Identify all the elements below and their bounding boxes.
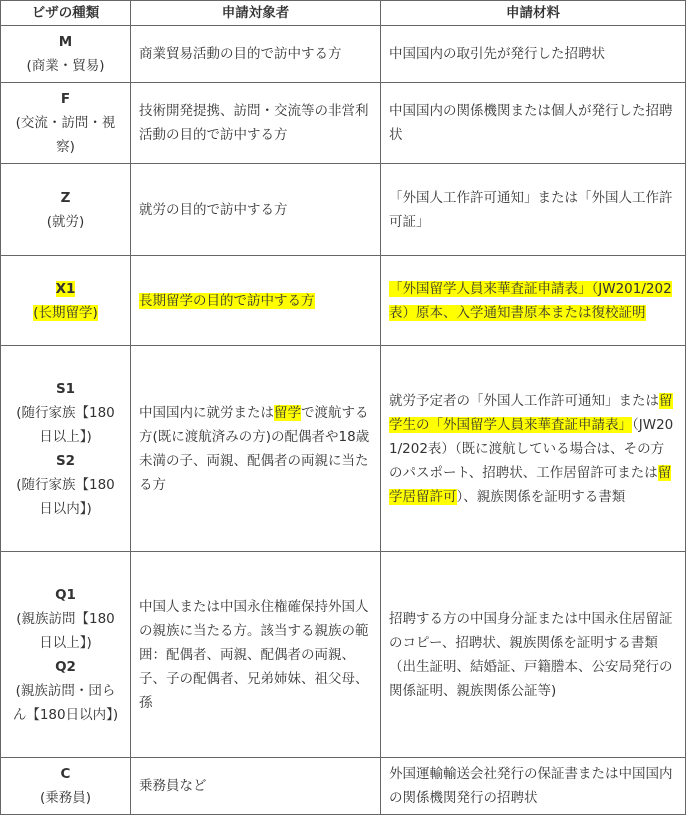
visa-code: F [60, 91, 71, 107]
table-row [1, 552, 686, 758]
header-target: 申請対象者 [131, 1, 381, 26]
table-row [1, 164, 686, 256]
visa-subtitle: (乗務員) [39, 790, 92, 806]
target-cell: 商業貿易活動の目的で訪中する方 [131, 26, 381, 83]
target-text: で渡航する方(既に渡航済みの方)の配偶者や18歳未満の子、両親、配偶者の両親に当たる方 [139, 404, 370, 493]
header-materials: 申請材料 [381, 1, 686, 26]
table-row [1, 256, 686, 346]
target-cell: 乗務員など [131, 758, 381, 815]
materials-text: ）、親族関係を証明する書類 [456, 488, 626, 505]
visa-type-cell [1, 346, 131, 552]
visa-code: S1 [55, 380, 76, 397]
target-text: 中国国内に就労または [139, 404, 274, 421]
visa-type-cell [1, 758, 131, 815]
materials-cell: 招聘する方の中国身分証または中国永住居留証のコピー、招聘状、親族関係を証明する書類（出生証明、結婚証、戸籍謄本、公安局発行の関係証明、親族関係公証等) [381, 552, 686, 758]
materials-text: 就労予定者の「外国人工作許可通知」または [389, 392, 659, 409]
materials-text: 「外国留学人員来華査証申請表」（JW201/202表）原本、入学通知書原本または復校証明 [389, 280, 672, 321]
visa-code: S2 [55, 452, 76, 469]
materials-highlight: 留学生の「外国留学人員来華査証申請表」 [389, 392, 673, 433]
table-row [1, 26, 686, 83]
table-row [1, 346, 686, 552]
visa-code: C [60, 766, 71, 782]
visa-type-cell [1, 83, 131, 164]
visa-type-cell [1, 256, 131, 346]
visa-subtitle: (就労) [46, 213, 85, 230]
table-row [1, 758, 686, 815]
header-row [1, 1, 686, 26]
materials-cell: 中国国内の関係機関または個人が発行した招聘状 [381, 83, 686, 164]
materials-cell: 「外国人工作許可通知」または「外国人工作許可証」 [381, 164, 686, 256]
target-text: 長期留学の目的で訪中する方 [139, 292, 315, 309]
visa-type-cell [1, 552, 131, 758]
visa-subtitle: (交流・訪問・視察) [15, 115, 116, 155]
header-visa-type: ビザの種類 [1, 1, 131, 26]
visa-subtitle: (商業・貿易) [26, 58, 105, 74]
target-cell [131, 346, 381, 552]
table-row [1, 83, 686, 164]
materials-cell: 外国運輸輸送会社発行の保証書または中国国内の関係機関発行の招聘状 [381, 758, 686, 815]
visa-code: Q2 [55, 658, 76, 675]
visa-code: X1 [55, 280, 76, 297]
target-cell: 中国人または中国永住権確保持外国人の親族に当たる方。該当する親族の範囲：配偶者、両親、配偶者の両親、子、子の配偶者、兄弟姉妹、祖父母、孫 [131, 552, 381, 758]
visa-subtitle: (親族訪問【180日以上】) [16, 610, 115, 651]
visa-code: Z [60, 189, 71, 206]
target-cell: 技術開発提携、訪問・交流等の非営利活動の目的で訪中する方 [131, 83, 381, 164]
target-cell [131, 256, 381, 346]
visa-subtitle: (随行家族【180日以上】) [16, 404, 115, 445]
visa-code: Q1 [55, 586, 76, 603]
materials-highlight: 留学居留許可 [389, 464, 672, 505]
materials-cell: 中国国内の取引先が発行した招聘状 [381, 26, 686, 83]
target-highlight: 留学 [274, 404, 301, 421]
visa-code: M [58, 34, 73, 50]
materials-cell [381, 346, 686, 552]
target-cell: 就労の目的で訪中する方 [131, 164, 381, 256]
visa-subtitle: (随行家族【180日以内】) [16, 476, 115, 517]
visa-type-cell [1, 164, 131, 256]
materials-cell [381, 256, 686, 346]
materials-text: （JW201/202表）（既に渡航している場合は、その方のパスポート、招聘状、工作居留許可または [389, 416, 674, 481]
visa-type-cell [1, 26, 131, 83]
visa-subtitle: (长期留学) [33, 304, 98, 321]
visa-subtitle: (親族訪問・団らん【180日以内】) [12, 682, 119, 723]
